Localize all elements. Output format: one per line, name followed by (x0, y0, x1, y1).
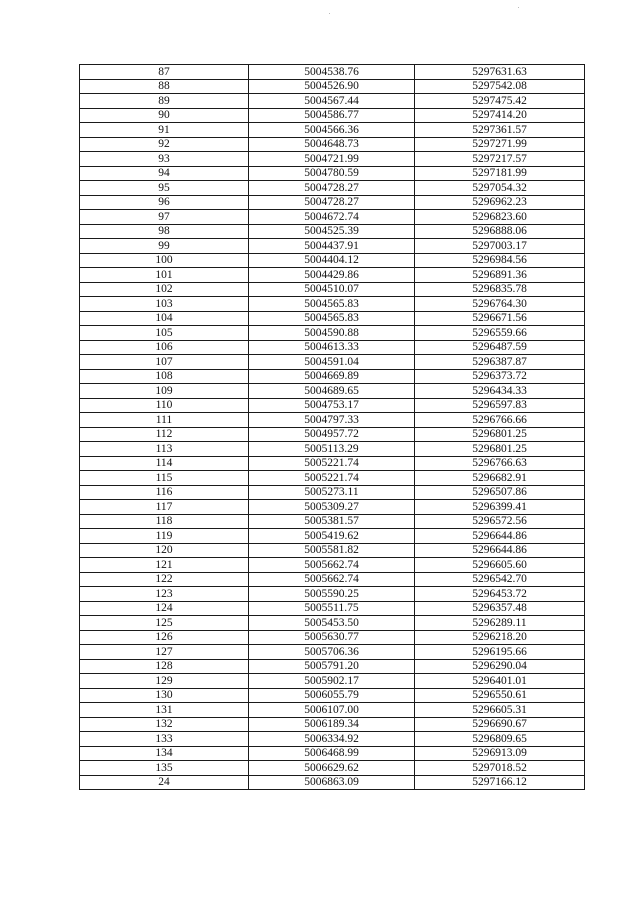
y-coordinate-cell: 5296801.25 (415, 427, 585, 442)
x-coordinate-cell: 5004753.17 (249, 398, 415, 413)
y-coordinate-cell: 5296644.86 (415, 529, 585, 544)
y-coordinate-cell: 5296453.72 (415, 587, 585, 602)
table-row (80, 616, 585, 631)
point-number-cell: 94 (80, 166, 249, 181)
point-number-cell: 127 (80, 645, 249, 660)
x-coordinate-cell: 5004957.72 (249, 427, 415, 442)
x-coordinate-cell: 5004728.27 (249, 181, 415, 196)
point-number-cell: 113 (80, 442, 249, 457)
point-number-cell: 95 (80, 181, 249, 196)
point-number-cell: 97 (80, 210, 249, 225)
x-coordinate-cell: 5005113.29 (249, 442, 415, 457)
x-coordinate-cell: 5004648.73 (249, 137, 415, 152)
point-number-cell: 115 (80, 471, 249, 486)
coordinates-table (79, 64, 585, 790)
point-number-cell: 123 (80, 587, 249, 602)
point-number-cell: 116 (80, 485, 249, 500)
point-number-cell: 90 (80, 108, 249, 123)
y-coordinate-cell: 5296962.23 (415, 195, 585, 210)
table-row (80, 297, 585, 312)
x-coordinate-cell: 5004780.59 (249, 166, 415, 181)
point-number-cell: 98 (80, 224, 249, 239)
table-row (80, 514, 585, 529)
point-number-cell: 125 (80, 616, 249, 631)
point-number-cell: 117 (80, 500, 249, 515)
y-coordinate-cell: 5296597.83 (415, 398, 585, 413)
x-coordinate-cell: 5004565.83 (249, 297, 415, 312)
x-coordinate-cell: 5005630.77 (249, 630, 415, 645)
table-row (80, 703, 585, 718)
point-number-cell: 111 (80, 413, 249, 428)
x-coordinate-cell: 5004689.65 (249, 384, 415, 399)
x-coordinate-cell: 5005221.74 (249, 471, 415, 486)
table-row (80, 645, 585, 660)
table-row (80, 137, 585, 152)
table-row (80, 587, 585, 602)
y-coordinate-cell: 5297271.99 (415, 137, 585, 152)
table-row (80, 224, 585, 239)
table-row (80, 659, 585, 674)
x-coordinate-cell: 5005581.82 (249, 543, 415, 558)
point-number-cell: 126 (80, 630, 249, 645)
point-number-cell: 102 (80, 282, 249, 297)
table-row (80, 369, 585, 384)
x-coordinate-cell: 5004591.04 (249, 355, 415, 370)
table-row (80, 94, 585, 109)
table-row (80, 529, 585, 544)
table-row (80, 717, 585, 732)
point-number-cell: 107 (80, 355, 249, 370)
x-coordinate-cell: 5005902.17 (249, 674, 415, 689)
y-coordinate-cell: 5297166.12 (415, 775, 585, 790)
x-coordinate-cell: 5006189.34 (249, 717, 415, 732)
y-coordinate-cell: 5296644.86 (415, 543, 585, 558)
table-row (80, 282, 585, 297)
scan-speck (329, 13, 330, 14)
point-number-cell: 129 (80, 674, 249, 689)
x-coordinate-cell: 5006863.09 (249, 775, 415, 790)
y-coordinate-cell: 5296801.25 (415, 442, 585, 457)
y-coordinate-cell: 5296891.36 (415, 268, 585, 283)
point-number-cell: 124 (80, 601, 249, 616)
point-number-cell: 100 (80, 253, 249, 268)
x-coordinate-cell: 5004437.91 (249, 239, 415, 254)
table-row (80, 471, 585, 486)
x-coordinate-cell: 5006334.92 (249, 732, 415, 747)
x-coordinate-cell: 5005662.74 (249, 572, 415, 587)
point-number-cell: 130 (80, 688, 249, 703)
x-coordinate-cell: 5005590.25 (249, 587, 415, 602)
table-row (80, 558, 585, 573)
table-row (80, 761, 585, 776)
y-coordinate-cell: 5296766.66 (415, 413, 585, 428)
y-coordinate-cell: 5297631.63 (415, 65, 585, 80)
table-row (80, 442, 585, 457)
table-row (80, 166, 585, 181)
y-coordinate-cell: 5296572.56 (415, 514, 585, 529)
point-number-cell: 24 (80, 775, 249, 790)
y-coordinate-cell: 5296373.72 (415, 369, 585, 384)
x-coordinate-cell: 5004669.89 (249, 369, 415, 384)
y-coordinate-cell: 5296399.41 (415, 500, 585, 515)
table-row (80, 268, 585, 283)
table-row (80, 732, 585, 747)
y-coordinate-cell: 5296387.87 (415, 355, 585, 370)
y-coordinate-cell: 5296401.01 (415, 674, 585, 689)
table-row (80, 413, 585, 428)
x-coordinate-cell: 5006107.00 (249, 703, 415, 718)
point-number-cell: 108 (80, 369, 249, 384)
point-number-cell: 110 (80, 398, 249, 413)
x-coordinate-cell: 5004797.33 (249, 413, 415, 428)
y-coordinate-cell: 5296542.70 (415, 572, 585, 587)
point-number-cell: 133 (80, 732, 249, 747)
table-row (80, 456, 585, 471)
x-coordinate-cell: 5004586.77 (249, 108, 415, 123)
scan-speck (518, 7, 519, 8)
table-row (80, 65, 585, 80)
point-number-cell: 128 (80, 659, 249, 674)
y-coordinate-cell: 5297217.57 (415, 152, 585, 167)
table-row (80, 427, 585, 442)
table-row (80, 543, 585, 558)
point-number-cell: 106 (80, 340, 249, 355)
x-coordinate-cell: 5004728.27 (249, 195, 415, 210)
y-coordinate-cell: 5297054.32 (415, 181, 585, 196)
y-coordinate-cell: 5296690.67 (415, 717, 585, 732)
table-row (80, 253, 585, 268)
point-number-cell: 99 (80, 239, 249, 254)
x-coordinate-cell: 5004567.44 (249, 94, 415, 109)
point-number-cell: 135 (80, 761, 249, 776)
x-coordinate-cell: 5004565.83 (249, 311, 415, 326)
y-coordinate-cell: 5296835.78 (415, 282, 585, 297)
x-coordinate-cell: 5005662.74 (249, 558, 415, 573)
point-number-cell: 119 (80, 529, 249, 544)
point-number-cell: 89 (80, 94, 249, 109)
x-coordinate-cell: 5004672.74 (249, 210, 415, 225)
y-coordinate-cell: 5296764.30 (415, 297, 585, 312)
y-coordinate-cell: 5296984.56 (415, 253, 585, 268)
table-row (80, 355, 585, 370)
y-coordinate-cell: 5296195.66 (415, 645, 585, 660)
y-coordinate-cell: 5297542.08 (415, 79, 585, 94)
table-row (80, 181, 585, 196)
table-row (80, 326, 585, 341)
x-coordinate-cell: 5006055.79 (249, 688, 415, 703)
point-number-cell: 93 (80, 152, 249, 167)
y-coordinate-cell: 5296671.56 (415, 311, 585, 326)
point-number-cell: 96 (80, 195, 249, 210)
table-row (80, 340, 585, 355)
x-coordinate-cell: 5004721.99 (249, 152, 415, 167)
point-number-cell: 118 (80, 514, 249, 529)
table-row (80, 239, 585, 254)
y-coordinate-cell: 5296605.60 (415, 558, 585, 573)
x-coordinate-cell: 5004526.90 (249, 79, 415, 94)
table-row (80, 485, 585, 500)
point-number-cell: 88 (80, 79, 249, 94)
table-row (80, 688, 585, 703)
y-coordinate-cell: 5296290.04 (415, 659, 585, 674)
table-row (80, 746, 585, 761)
point-number-cell: 87 (80, 65, 249, 80)
point-number-cell: 104 (80, 311, 249, 326)
x-coordinate-cell: 5004613.33 (249, 340, 415, 355)
y-coordinate-cell: 5296507.86 (415, 485, 585, 500)
x-coordinate-cell: 5005273.11 (249, 485, 415, 500)
coordinates-table-body (80, 65, 585, 790)
point-number-cell: 91 (80, 123, 249, 138)
table-row (80, 384, 585, 399)
point-number-cell: 103 (80, 297, 249, 312)
point-number-cell: 101 (80, 268, 249, 283)
table-row (80, 398, 585, 413)
y-coordinate-cell: 5296218.20 (415, 630, 585, 645)
y-coordinate-cell: 5296550.61 (415, 688, 585, 703)
y-coordinate-cell: 5296487.59 (415, 340, 585, 355)
x-coordinate-cell: 5004538.76 (249, 65, 415, 80)
x-coordinate-cell: 5004590.88 (249, 326, 415, 341)
x-coordinate-cell: 5005381.57 (249, 514, 415, 529)
table-row (80, 601, 585, 616)
point-number-cell: 131 (80, 703, 249, 718)
y-coordinate-cell: 5296434.33 (415, 384, 585, 399)
point-number-cell: 121 (80, 558, 249, 573)
y-coordinate-cell: 5297361.57 (415, 123, 585, 138)
x-coordinate-cell: 5005453.50 (249, 616, 415, 631)
y-coordinate-cell: 5297018.52 (415, 761, 585, 776)
x-coordinate-cell: 5005511.75 (249, 601, 415, 616)
y-coordinate-cell: 5297475.42 (415, 94, 585, 109)
y-coordinate-cell: 5296682.91 (415, 471, 585, 486)
table-row (80, 674, 585, 689)
table-row (80, 210, 585, 225)
table-row (80, 152, 585, 167)
table-row (80, 572, 585, 587)
y-coordinate-cell: 5297003.17 (415, 239, 585, 254)
point-number-cell: 92 (80, 137, 249, 152)
x-coordinate-cell: 5005706.36 (249, 645, 415, 660)
y-coordinate-cell: 5296766.63 (415, 456, 585, 471)
point-number-cell: 105 (80, 326, 249, 341)
y-coordinate-cell: 5297414.20 (415, 108, 585, 123)
table-row (80, 311, 585, 326)
x-coordinate-cell: 5004525.39 (249, 224, 415, 239)
table-row (80, 195, 585, 210)
y-coordinate-cell: 5296809.65 (415, 732, 585, 747)
table-row (80, 775, 585, 790)
y-coordinate-cell: 5296823.60 (415, 210, 585, 225)
point-number-cell: 134 (80, 746, 249, 761)
table-row (80, 500, 585, 515)
y-coordinate-cell: 5296605.31 (415, 703, 585, 718)
table-row (80, 79, 585, 94)
x-coordinate-cell: 5004566.36 (249, 123, 415, 138)
table-row (80, 123, 585, 138)
point-number-cell: 114 (80, 456, 249, 471)
x-coordinate-cell: 5006468.99 (249, 746, 415, 761)
x-coordinate-cell: 5004429.86 (249, 268, 415, 283)
x-coordinate-cell: 5006629.62 (249, 761, 415, 776)
point-number-cell: 122 (80, 572, 249, 587)
table-row (80, 108, 585, 123)
x-coordinate-cell: 5005221.74 (249, 456, 415, 471)
y-coordinate-cell: 5296289.11 (415, 616, 585, 631)
point-number-cell: 109 (80, 384, 249, 399)
point-number-cell: 132 (80, 717, 249, 732)
x-coordinate-cell: 5005791.20 (249, 659, 415, 674)
y-coordinate-cell: 5296559.66 (415, 326, 585, 341)
y-coordinate-cell: 5296888.06 (415, 224, 585, 239)
y-coordinate-cell: 5296913.09 (415, 746, 585, 761)
x-coordinate-cell: 5005309.27 (249, 500, 415, 515)
point-number-cell: 112 (80, 427, 249, 442)
y-coordinate-cell: 5297181.99 (415, 166, 585, 181)
point-number-cell: 120 (80, 543, 249, 558)
table-row (80, 630, 585, 645)
x-coordinate-cell: 5004404.12 (249, 253, 415, 268)
y-coordinate-cell: 5296357.48 (415, 601, 585, 616)
x-coordinate-cell: 5005419.62 (249, 529, 415, 544)
x-coordinate-cell: 5004510.07 (249, 282, 415, 297)
